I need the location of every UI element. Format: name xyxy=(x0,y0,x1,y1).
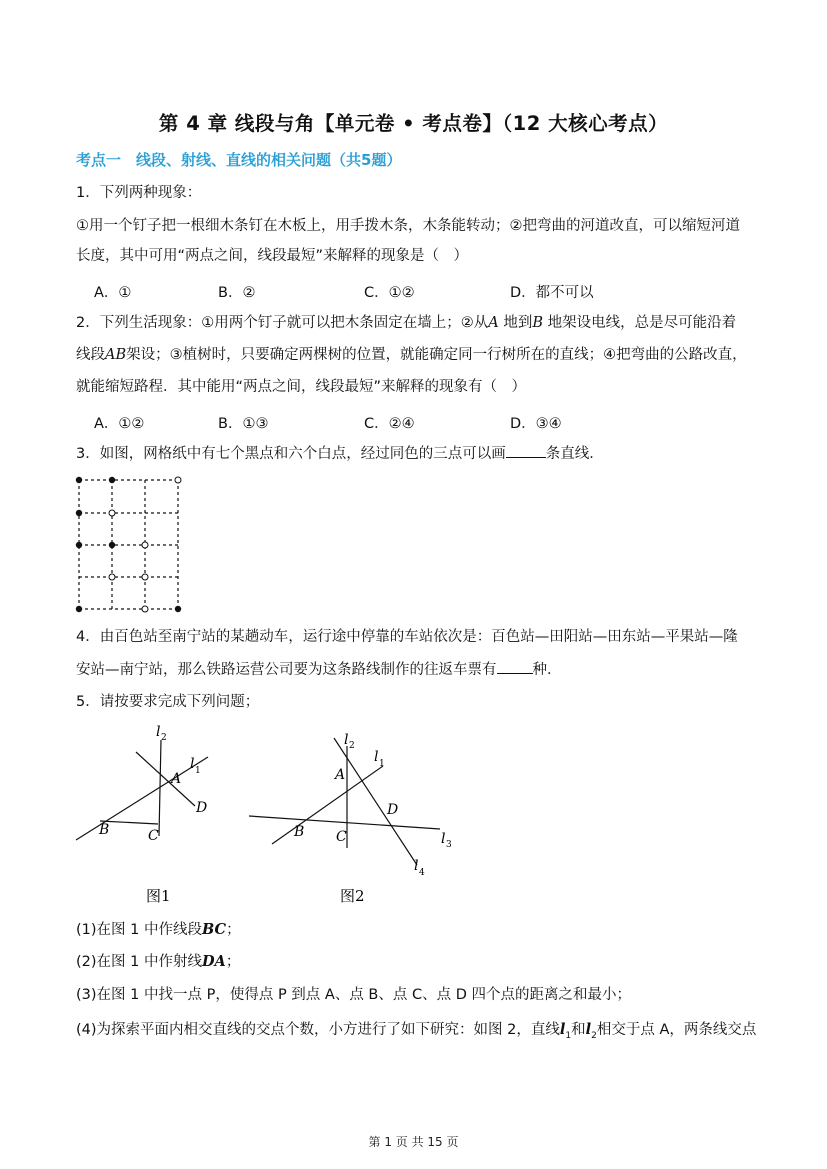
q5-part4-l1: l xyxy=(559,1021,566,1038)
q2-line2-text-b: 架设；③植树时，只要确定两棵树的位置，就能确定同一行树所在的直线；④把弯曲的公路改直， xyxy=(126,347,747,363)
q2-option-d: D．③④ xyxy=(510,416,562,432)
q3-answer-blank[interactable] xyxy=(506,443,546,458)
q5-stem: 5．请按要求完成下列问题； xyxy=(76,694,260,710)
q2-line2 xyxy=(76,345,747,365)
q2-option-c: C．②④ xyxy=(364,416,415,432)
fig2-label-b: B xyxy=(294,824,305,840)
q5-part4 xyxy=(76,1020,756,1046)
fig1-label-a: A xyxy=(171,771,182,787)
q5-part1 xyxy=(76,920,241,940)
q2-line2-text-a: 线段 xyxy=(76,347,105,363)
q2-segment-ab: AB xyxy=(105,347,127,363)
q5-part2 xyxy=(76,952,240,972)
q5-figure-1 xyxy=(70,720,230,910)
fig2-label-l4-sub: 4 xyxy=(419,868,425,878)
fig2-label-l1-sub: 1 xyxy=(379,759,385,769)
q4-line2-text-a: 安站—南宁站，那么铁路运营公司要为这条路线制作的往返车票有 xyxy=(76,662,497,678)
q5-part1-text: (1)在图 1 中作线段 xyxy=(76,922,202,938)
q2-line3: 就能缩短路程．其中能用“两点之间，线段最短”来解释的现象有（ ） xyxy=(76,379,527,395)
q5-part4-l1-sub: 1 xyxy=(565,1030,572,1041)
q5-figure-2 xyxy=(240,720,460,910)
section-heading: 考点一 线段、射线、直线的相关问题（共5题） xyxy=(76,151,402,169)
q2-point-b: B xyxy=(532,315,543,331)
q5-segment-bc: BC xyxy=(201,921,227,938)
q2-line1-text-a: 2．下列生活现象：①用两个钉子就可以把木条固定在墙上；②从 xyxy=(76,315,489,331)
q4-line2-text-b: 种． xyxy=(532,662,562,678)
q5-part4-l2-sub: 2 xyxy=(591,1030,597,1041)
q1-line1: ①用一个钉子把一根细木条钉在木板上，用手拨木条，木条能转动；②把弯曲的河道改直，可以缩短河道 xyxy=(76,218,740,234)
q3-text xyxy=(76,443,604,464)
q1-option-c: C．①② xyxy=(364,285,415,301)
q5-part4-text-b: 相交于点 A，两条线交点 xyxy=(596,1022,757,1038)
q5-part2-text: (2)在图 1 中作射线 xyxy=(76,954,202,970)
fig2-label-d: D xyxy=(387,802,399,818)
fig1-label-d: D xyxy=(196,800,208,816)
q1-option-b: B．② xyxy=(218,285,256,301)
q1-stem: 1．下列两种现象： xyxy=(76,185,202,201)
fig1-label-c: C xyxy=(148,828,159,844)
fig1-label-l1: l xyxy=(190,756,195,772)
q3-text-a: 3．如图，网格纸中有七个黑点和六个白点，经过同色的三点可以画 xyxy=(76,446,506,462)
q3-grid-figure xyxy=(70,472,190,618)
q5-part1-end: ； xyxy=(226,922,241,938)
fig2-label-l4: l xyxy=(414,858,419,874)
fig1-label-l1-sub: 1 xyxy=(195,766,201,776)
fig2-label-l2-sub: 2 xyxy=(349,741,355,751)
fig2-label-c: C xyxy=(336,829,347,845)
fig2-caption: 图2 xyxy=(340,887,365,905)
q2-line1 xyxy=(76,313,736,333)
q2-line1-text-c: 地架设电线，总是尽可能沿着 xyxy=(542,315,737,331)
fig1-label-l2-sub: 2 xyxy=(161,733,167,743)
q2-option-a: A．①② xyxy=(94,416,145,432)
fig2-label-l2: l xyxy=(344,732,349,748)
page-title: 第 4 章 线段与角【单元卷 • 考点卷】（12 大核心考点） xyxy=(158,112,669,135)
fig1-caption: 图1 xyxy=(146,887,171,905)
q2-option-b: B．①③ xyxy=(218,416,269,432)
fig1-label-b: B xyxy=(99,822,110,838)
q2-point-a: A xyxy=(488,315,499,331)
fig2-label-l3: l xyxy=(441,831,446,847)
fig2-label-l1: l xyxy=(374,749,379,765)
q5-ray-da: DA xyxy=(201,953,226,970)
q2-line1-text-b: 地到 xyxy=(498,315,533,331)
q5-part4-text-a: (4)为探索平面内相交直线的交点个数，小方进行了如下研究：如图 2，直线 xyxy=(76,1022,560,1038)
q5-part4-l2: l xyxy=(585,1021,592,1038)
q5-part3: (3)在图 1 中找一点 P，使得点 P 到点 A、点 B、点 C、点 D 四个点的距离之和最小； xyxy=(76,987,631,1003)
q3-text-b: 条直线． xyxy=(545,446,604,462)
fig1-label-l2: l xyxy=(156,724,161,740)
fig2-label-l3-sub: 3 xyxy=(446,840,452,850)
q1-option-d: D．都不可以 xyxy=(510,285,594,301)
fig2-label-a: A xyxy=(335,767,346,783)
q5-part2-end: ； xyxy=(225,954,241,970)
q4-line1: 4．由百色站至南宁站的某趟动车，运行途中停靠的车站依次是：百色站—田阳站—田东站—平果站—隆 xyxy=(76,629,738,645)
q1-option-a: A．① xyxy=(94,285,132,301)
q1-line2: 长度，其中可用“两点之间，线段最短”来解释的现象是（ ） xyxy=(76,248,469,264)
q4-answer-blank[interactable] xyxy=(497,659,533,674)
q4-line2 xyxy=(76,659,562,680)
q5-part4-and: 和 xyxy=(571,1022,586,1038)
page-footer: 第 1 页 共 15 页 xyxy=(368,1135,459,1149)
